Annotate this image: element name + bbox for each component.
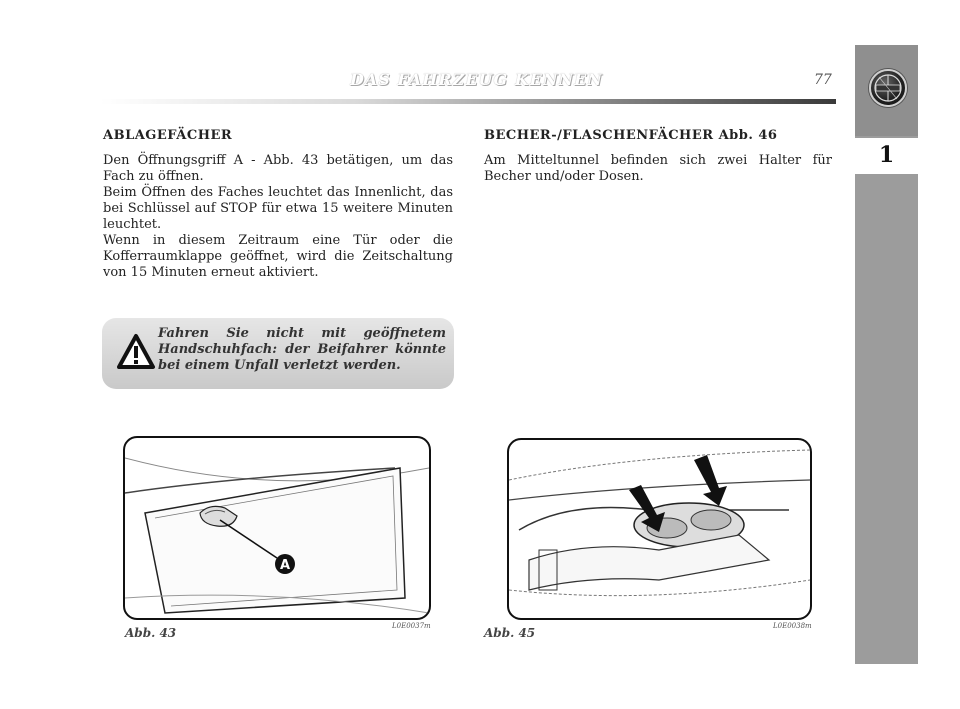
figure-caption: Abb. 45 [484,626,536,640]
left-column [103,128,453,281]
page-header-title: DAS FAHRZEUG KENNEN [350,70,603,89]
paragraph: Den Öffnungsgriff A - Abb. 43 betätigen, um das Fach zu öffnen. [103,153,453,184]
page-number: 77 [814,72,832,88]
paragraph: Am Mitteltunnel befinden sich zwei Halter für Becher und/oder Dosen. [484,153,832,184]
chapter-number: 1 [878,142,895,168]
figure-cupholders [507,438,812,620]
chapter-box [855,136,918,176]
right-column [484,128,832,185]
paragraph: Beim Öffnen des Faches leuchtet das Innenlicht, das bei Schlüssel auf STOP für etwa 15 weitere Minuten leuchtet. [103,185,453,232]
chapter-sidebar [855,45,918,664]
figure-glovebox [123,436,431,620]
logo-box [855,45,918,136]
figure-caption: Abb. 43 [125,626,177,640]
lancia-logo-icon [869,69,907,107]
section-heading-storage: ABLAGEFÄCHER [103,128,233,143]
paragraph: Wenn in diesem Zeitraum eine Tür oder die Kofferraumklappe geöffnet, wird die Zeitschaltung von 15 Minuten erneut aktiviert. [103,233,453,280]
header-rule [100,99,836,104]
figure-label-a: A [279,558,291,573]
warning-box [102,318,454,389]
figure-code: L0E0037m [392,622,431,630]
section-heading-cup-holders: BECHER-/FLASCHENFÄCHER Abb. 46 [484,128,778,143]
warning-text: Fahren Sie nicht mit geöffnetem Handschuhfach: der Beifahrer könnte bei einem Unfall verletzt werden. [158,326,446,373]
warning-triangle-icon [116,332,156,372]
figure-code: L0E0038m [773,622,812,630]
